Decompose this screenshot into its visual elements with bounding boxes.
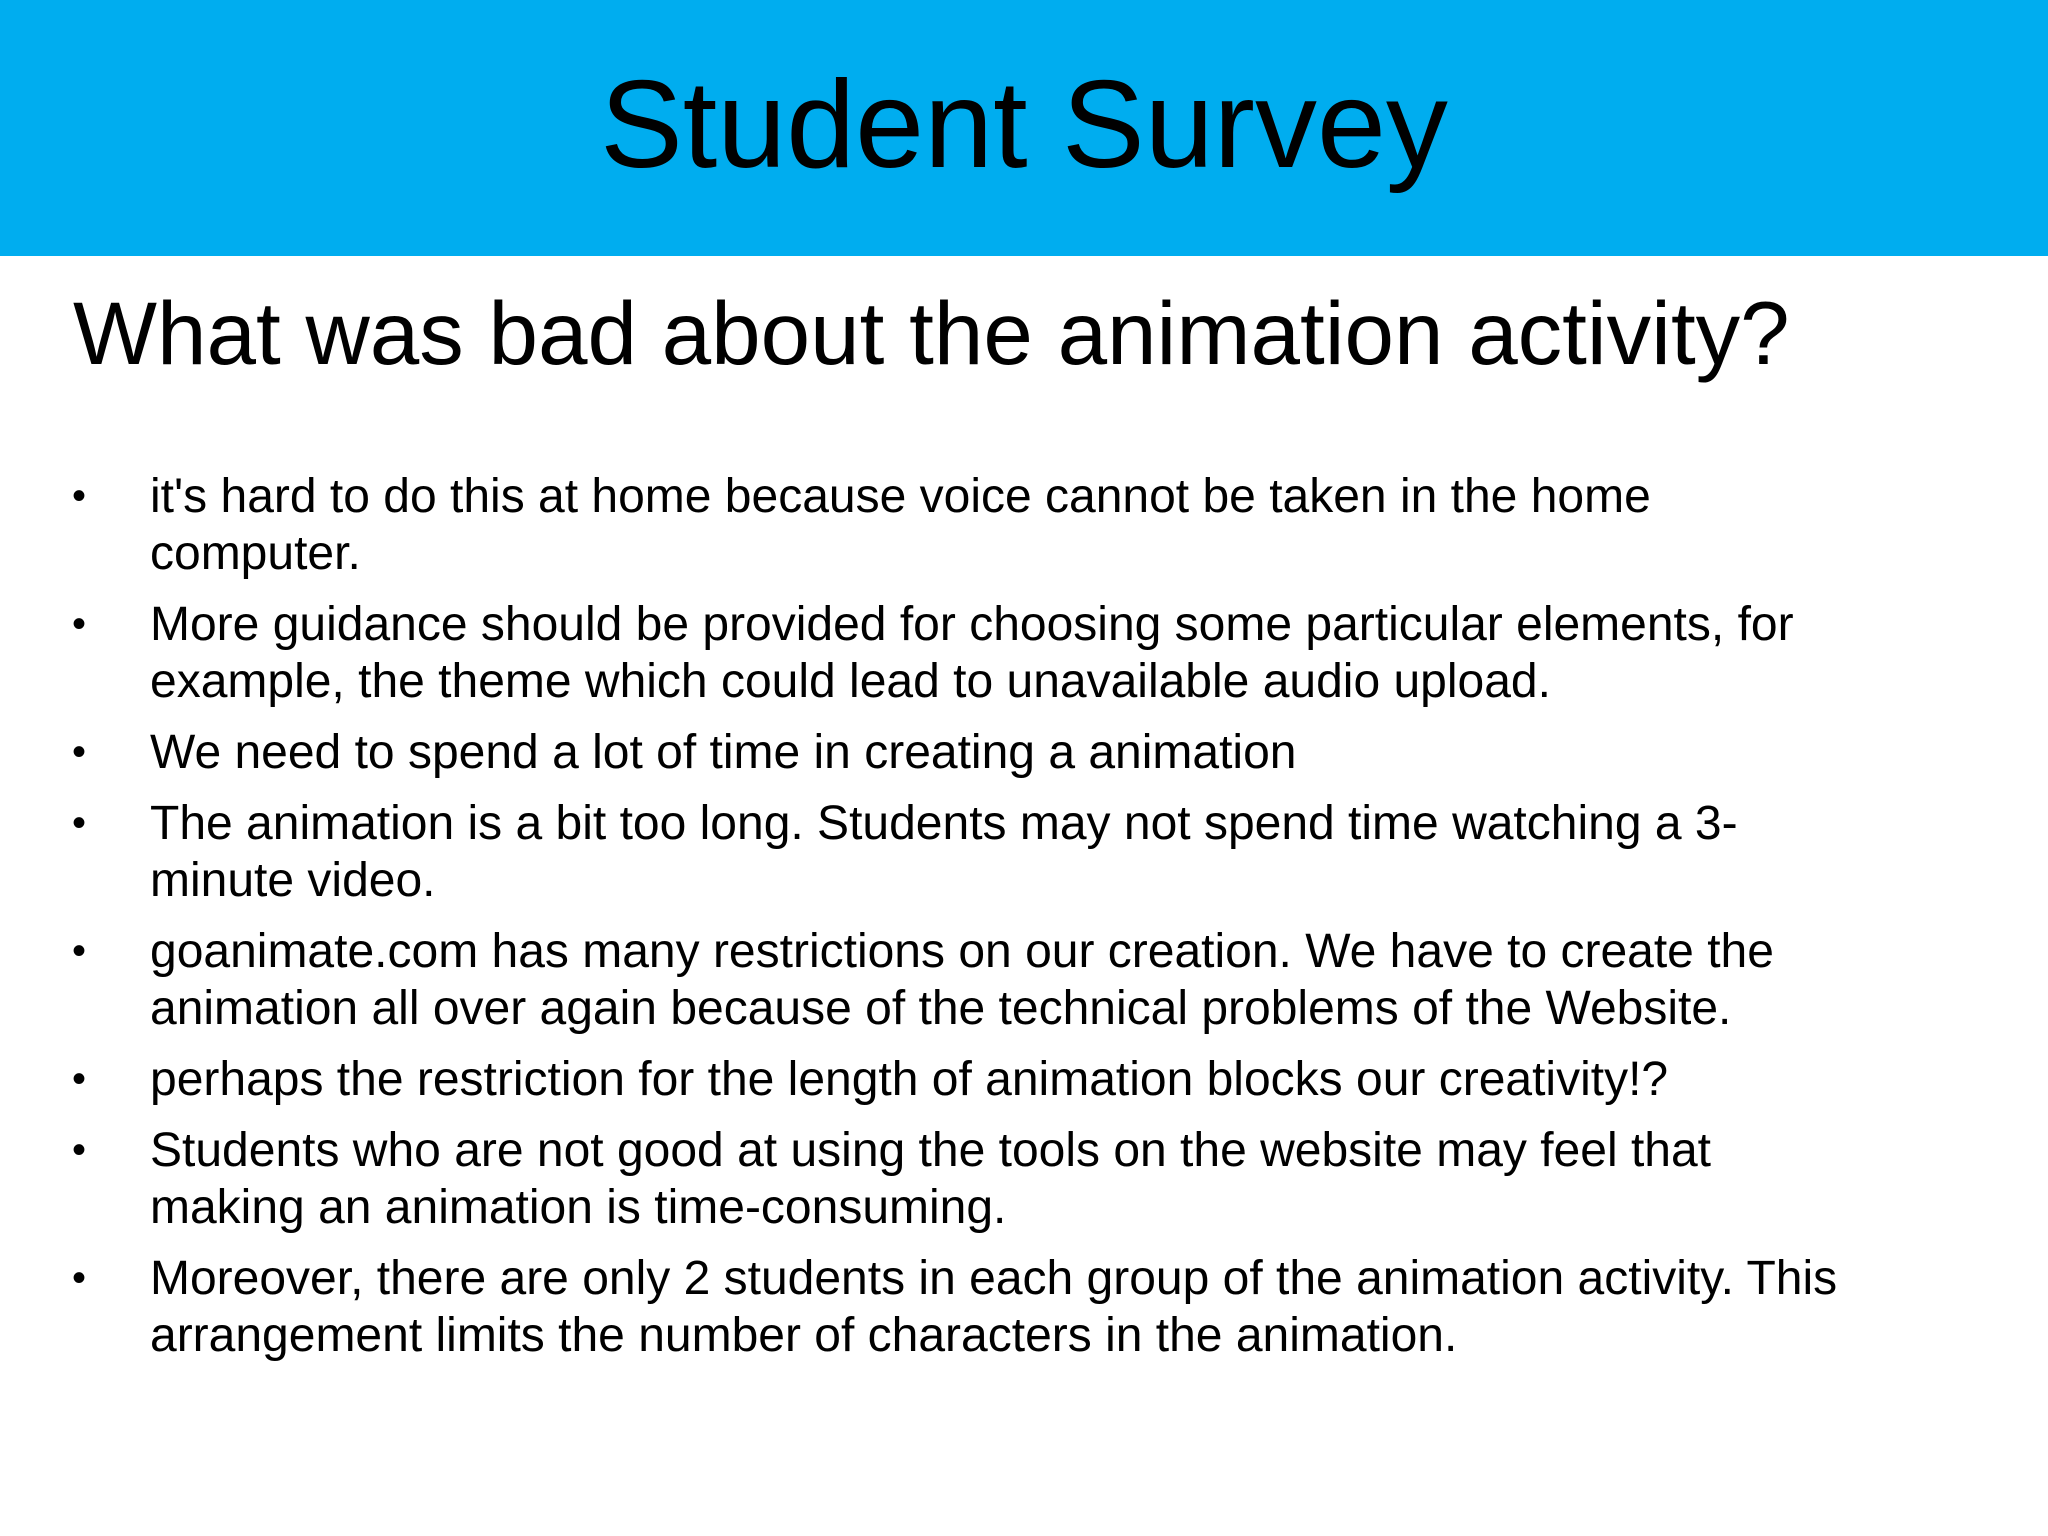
- bullet-dot-icon: •: [72, 730, 87, 774]
- bullet-line: minute video.: [150, 854, 436, 907]
- bullet-item: [0, 795, 2048, 909]
- slide-heading: What was bad about the animation activity?: [73, 283, 1790, 383]
- bullet-line: goanimate.com has many restrictions on our creation. We have to create the: [150, 925, 1774, 978]
- bullet-item: [0, 1122, 2048, 1236]
- bullet-line: Students who are not good at using the tools on the website may feel that: [150, 1124, 1712, 1177]
- bullet-dot-icon: •: [72, 801, 87, 845]
- bullet-item: [0, 596, 2048, 710]
- bullet-line: perhaps the restriction for the length of animation blocks our creativity!?: [150, 1053, 1669, 1106]
- bullet-item: [0, 1250, 2048, 1364]
- bullet-item: [0, 923, 2048, 1037]
- bullet-line: The animation is a bit too long. Students may not spend time watching a 3-: [150, 797, 1738, 850]
- bullet-item: [0, 724, 2048, 781]
- bullet-line: Moreover, there are only 2 students in each group of the animation activity. This: [150, 1252, 1838, 1305]
- slide-title: Student Survey: [600, 56, 1448, 194]
- bullet-line: making an animation is time-consuming.: [150, 1181, 1007, 1234]
- bullet-line: More guidance should be provided for choosing some particular elements, for: [150, 598, 1794, 651]
- title-bar: [0, 0, 2048, 256]
- bullet-line: We need to spend a lot of time in creating a animation: [150, 726, 1297, 779]
- bullet-dot-icon: •: [72, 1128, 87, 1172]
- bullet-item: [0, 468, 2048, 582]
- bullet-dot-icon: •: [72, 1057, 87, 1101]
- bullet-dot-icon: •: [72, 602, 87, 646]
- bullet-dot-icon: •: [72, 474, 87, 518]
- bullet-line: arrangement limits the number of characters in the animation.: [150, 1309, 1458, 1362]
- bullet-list: [0, 468, 2048, 1378]
- bullet-line: animation all over again because of the technical problems of the Website.: [150, 982, 1732, 1035]
- bullet-line: it's hard to do this at home because voice cannot be taken in the home: [150, 470, 1651, 523]
- bullet-dot-icon: •: [72, 929, 87, 973]
- bullet-line: example, the theme which could lead to unavailable audio upload.: [150, 655, 1551, 708]
- bullet-dot-icon: •: [72, 1256, 87, 1300]
- bullet-item: [0, 1051, 2048, 1108]
- bullet-line: computer.: [150, 527, 361, 580]
